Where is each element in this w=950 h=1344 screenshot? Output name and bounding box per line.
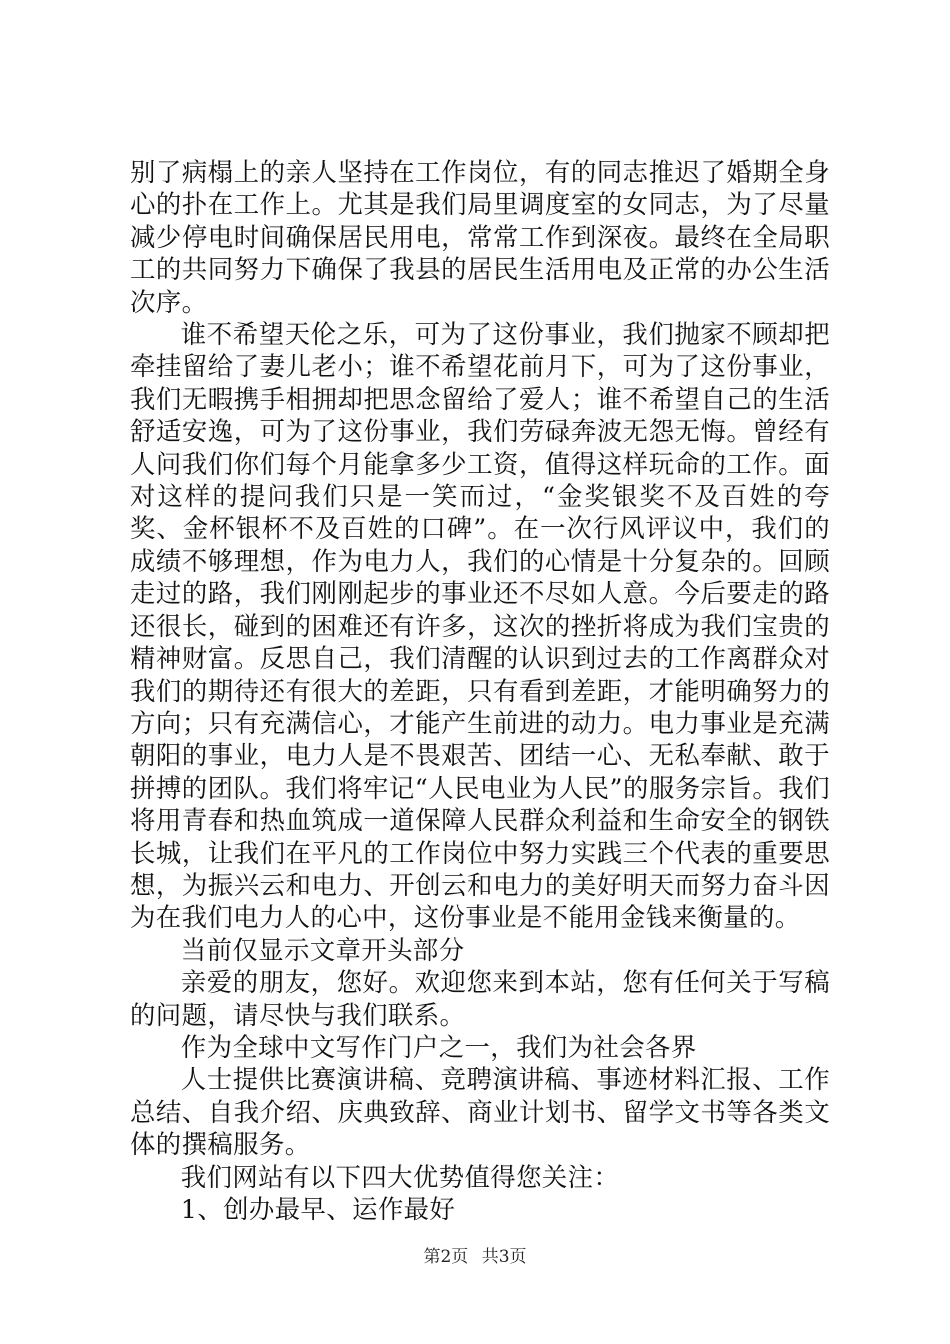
document-body (130, 156, 830, 1225)
page-number-total: 共3页 (481, 1247, 527, 1267)
paragraph-preview-notice: 当前仅显示文章开头部分 (180, 934, 465, 965)
paragraph-portal-intro: 作为全球中文写作门户之一，我们为社会各界 (180, 1031, 697, 1062)
paragraph-advantages-heading: 我们网站有以下四大优势值得您关注： (180, 1161, 620, 1192)
paragraph-advantage-1: 1、创办最早、运作最好 (180, 1194, 456, 1224)
paragraph-greeting: 亲爱的朋友，您好。欢迎您来到本站，您有任何关于写稿的问题，请尽快与我们联系。 (130, 967, 830, 1030)
page-footer (0, 1242, 950, 1267)
paragraph-services: 人士提供比赛演讲稿、竞聘演讲稿、事迹材料汇报、工作总结、自我介绍、庆典致辞、商业计划书、留学文书等各类文体的撰稿服务。 (130, 1064, 830, 1160)
paragraph-continuation: 别了病榻上的亲人坚持在工作岗位，有的同志推迟了婚期全身心的扑在工作上。尤其是我们局里调度室的女同志，为了尽量减少停电时间确保居民用电，常常工作到深夜。最终在全局职工的共同努力下确保了我县的居民生活用电及正常的办公生活次序。 (130, 157, 830, 317)
paragraph-dedication: 谁不希望天伦之乐，可为了这份事业，我们抛家不顾却把牵挂留给了妻儿老小；谁不希望花前月下，可为了这份事业，我们无暇携手相拥却把思念留给了爱人；谁不希望自己的生活舒适安逸，可为了这份事业，我们劳碌奔波无怨无悔。曾经有人问我们你们每个月能拿多少工资，值得这样玩命的工作。面对这样的提问我们只是一笑而过，“金奖银奖不及百姓的夸奖、金杯银杯不及百姓的口碑”。在一次行风评议中，我们的成绩不够理想，作为电力人，我们的心情是十分复杂的。回顾走过的路，我们刚刚起步的事业还不尽如人意。今后要走的路还很长，碰到的困难还有许多，这次的挫折将成为我们宝贵的精神财富。反思自己，我们清醒的认识到过去的工作离群众对我们的期待还有很大的差距，只有看到差距，才能明确努力的方向；只有充满信心，才能产生前进的动力。电力事业是充满朝阳的事业，电力人是不畏艰苦、团结一心、无私奉献、敢于拼搏的团队。我们将牢记“人民电业为人民”的服务宗旨。我们将用青春和热血筑成一道保障人民群众利益和生命安全的钢铁长城，让我们在平凡的工作岗位中努力实践三个代表的重要思想，为振兴云和电力、开创云和电力的美好明天而努力奋斗因为在我们电力人的心中，这份事业是不能用金钱来衡量的。 (130, 319, 830, 933)
page-number-current: 第2页 (423, 1247, 469, 1267)
